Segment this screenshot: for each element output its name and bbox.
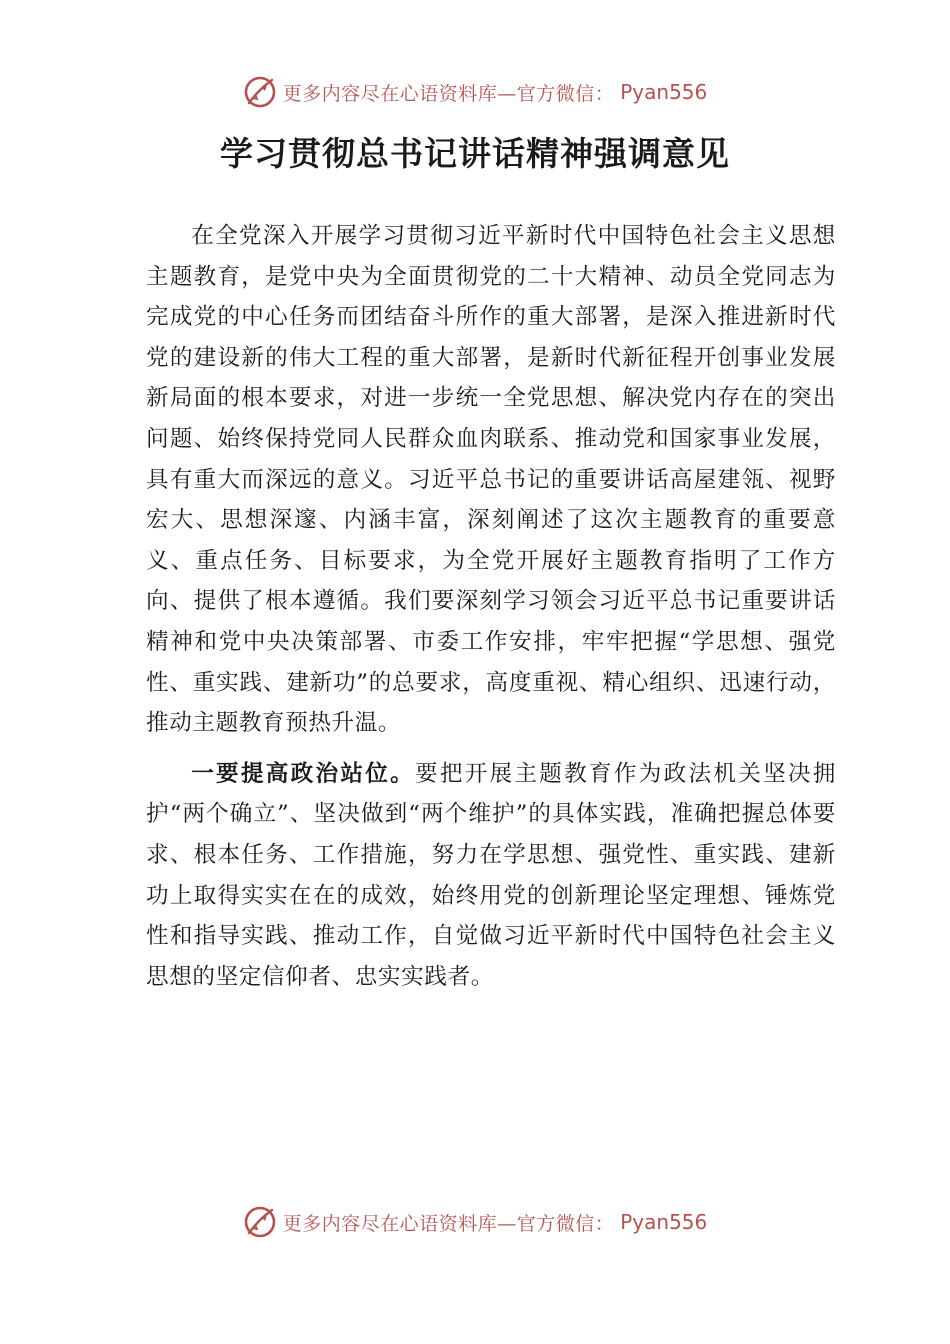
watermark-wechat-id: Pyan556 [620,80,708,104]
paragraph-1: 在全党深入开展学习贯彻习近平新时代中国特色社会主义思想主题教育，是党中央为全面贯彻党的二十大精神、动员全党同志为完成党的中心任务而团结奋斗所作的重大部署，是深入推进新时代党的建设新的伟大工程的重大部署，是新时代新征程开创事业发展新局面的根本要求，对进一步统一全党思想、解决党内存在的突出问题、始终保持党同人民群众血肉联系、推动党和国家事业发展，具有重大而深远的意义。习近平总书记的重要讲话高屋建瓴、视野宏大、思想深邃、内涵丰富，深刻阐述了这次主题教育的重要意义、重点任务、目标要求，为全党开展好主题教育指明了工作方向、提供了根本遵循。我们要深刻学习领会习近平总书记重要讲话精神和党中央决策部署、市委工作安排，牢牢把握“学思想、强党性、重实践、建新功”的总要求，高度重视、精心组织、迅速行动，推动主题教育预热升温。 [146,223,836,737]
quill-seal-icon [243,1205,277,1239]
paragraph-2-body: 要把开展主题教育作为政法机关坚决拥护“两个确立”、坚决做到“两个维护”的具体实践，准确把握总体要求、根本任务、工作措施，努力在学思想、强党性、重实践、建新功上取得实实在在的成效，始终用党的创新理论坚定理想、锤炼党性和指导实践、推动工作，自觉做习近平新时代中国特色社会主义思想的坚定信仰者、忠实实践者。 [146,760,836,990]
document-title: 学习贯彻总书记讲话精神强调意见 [220,134,730,173]
quill-seal-icon [243,75,277,109]
footer-watermark [0,1202,950,1242]
paragraph-2 [146,754,836,998]
watermark-wechat-id: Pyan556 [620,1210,708,1234]
watermark-text: 更多内容尽在心语资料库—官方微信： [282,1212,615,1235]
watermark-text: 更多内容尽在心语资料库—官方微信： [282,82,615,105]
header-watermark [0,72,950,112]
document-body [146,216,836,1005]
paragraph-2-lead: 一要提高政治站位。 [191,760,415,787]
